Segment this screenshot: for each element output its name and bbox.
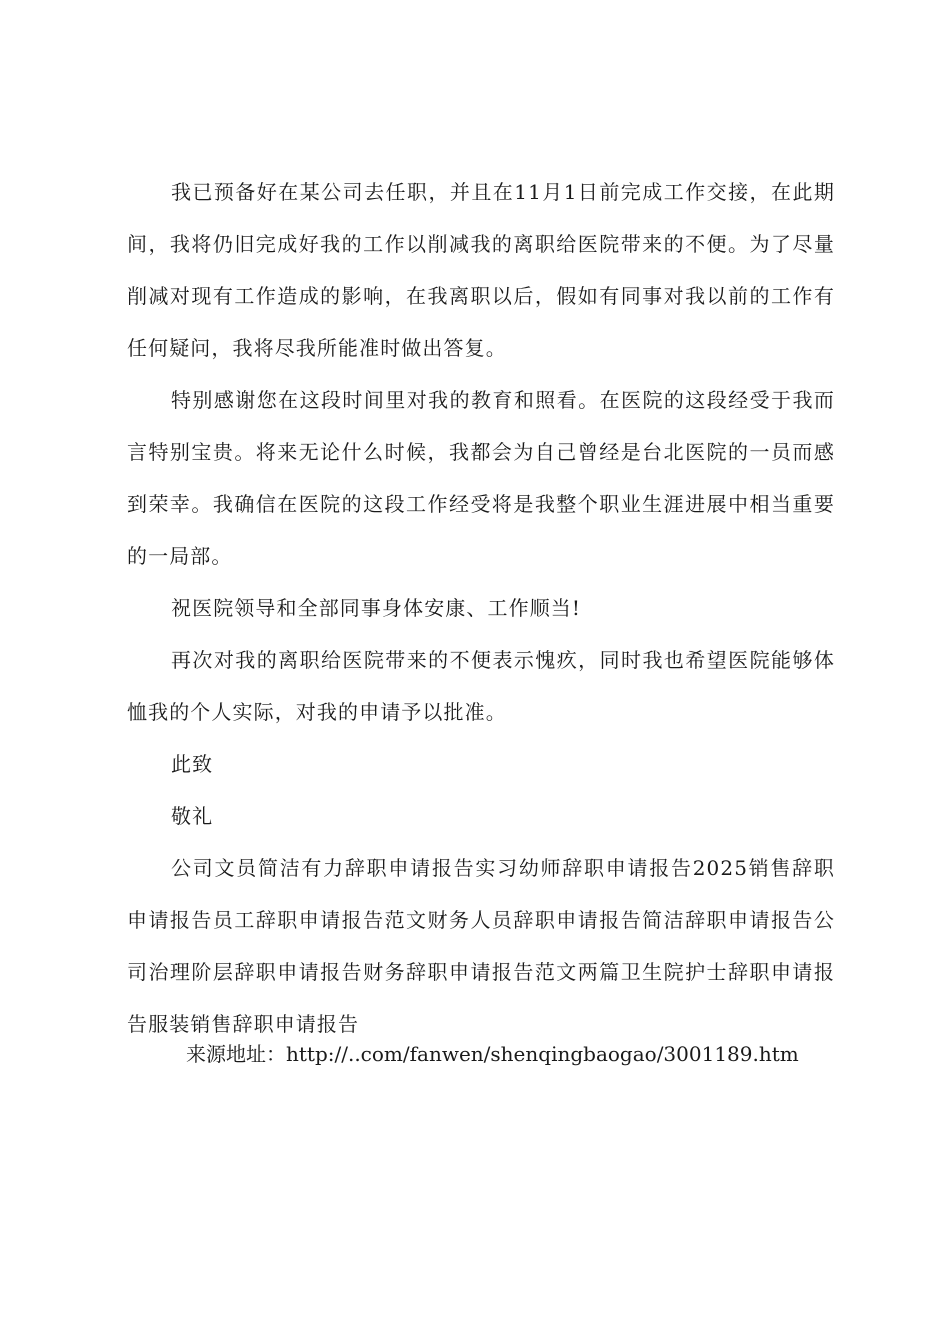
letter-body <box>127 166 835 1050</box>
related-articles: 公司文员简洁有力辞职申请报告实习幼师辞职申请报告2025销售辞职申请报告员工辞职申请报告范文财务人员辞职申请报告简洁辞职申请报告公司治理阶层辞职申请报告财务辞职申请报告范文两篇卫生院护士辞职申请报告服装销售辞职申请报告 <box>127 856 835 1036</box>
paragraph-gratitude: 特别感谢您在这段时间里对我的教育和照看。在医院的这段经受于我而言特别宝贵。将来无论什么时候，我都会为自己曾经是台北医院的一员而感到荣幸。我确信在医院的这段工作经受将是我整个职业生涯进展中相当重要的一局部。 <box>127 388 835 568</box>
paragraph-handover: 我已预备好在某公司去任职，并且在11月1日前完成工作交接，在此期间，我将仍旧完成好我的工作以削减我的离职给医院带来的不便。为了尽量削减对现有工作造成的影响，在我离职以后，假如有同事对我以前的工作有任何疑问，我将尽我所能准时做出答复。 <box>127 180 835 360</box>
paragraph-wishes: 祝医院领导和全部同事身体安康、工作顺当! <box>171 596 582 620</box>
closing-salutation: 此致 <box>171 752 214 776</box>
source-url: 来源地址：http://..com/fanwen/shenqingbaogao/3001189.htm <box>186 1042 799 1066</box>
paragraph-apology: 再次对我的离职给医院带来的不便表示愧疚，同时我也希望医院能够体恤我的个人实际，对我的申请予以批准。 <box>127 648 835 724</box>
closing-regards: 敬礼 <box>171 804 214 828</box>
